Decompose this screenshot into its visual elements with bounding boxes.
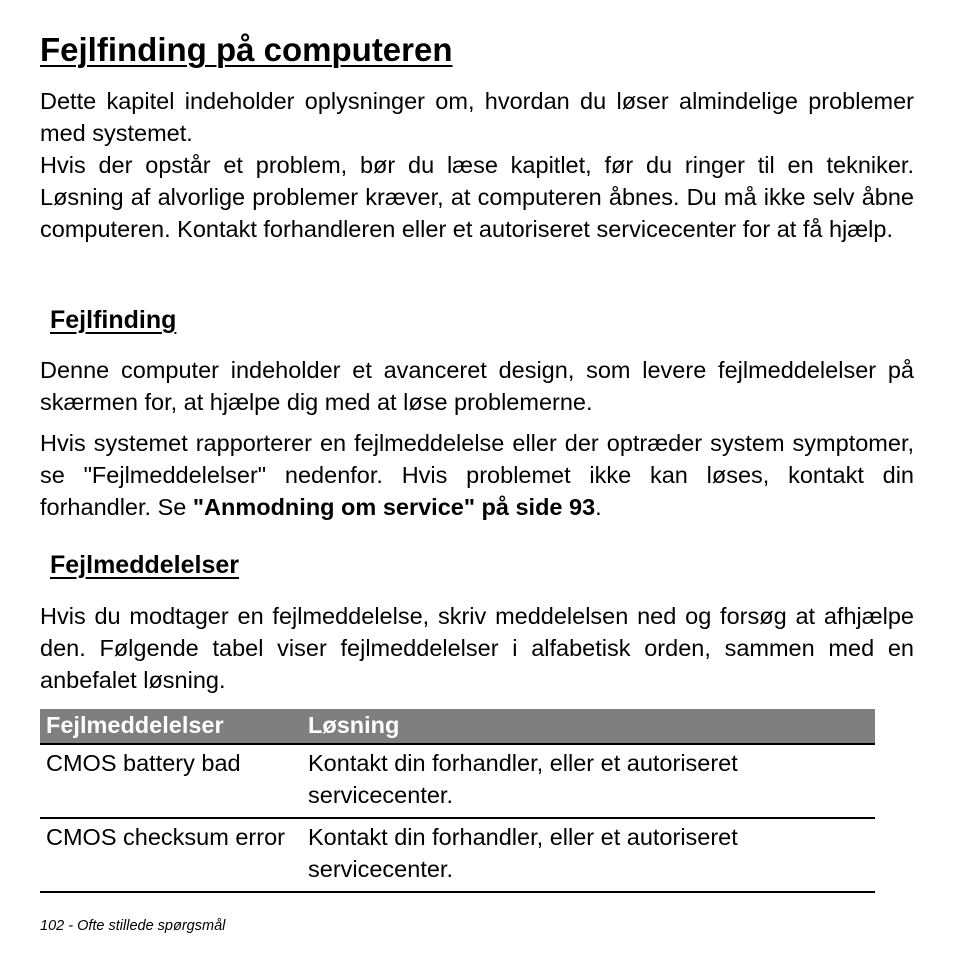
table-cell-error: CMOS battery bad (40, 744, 302, 818)
section2-paragraph-1: Hvis du modtager en fejlmeddelelse, skriv meddelelsen ned og forsøg at afhjælpe den. Følgende tabel viser fejlmeddelelser i alfabetisk orden, sammen med en anbefalet løsning. (40, 603, 914, 693)
section1-paragraph-2 (40, 427, 914, 523)
intro-paragraph-1: Dette kapitel indeholder oplysninger om, hvordan du løser almindelige problemer med systemet. (40, 88, 914, 146)
table-cell-solution: Kontakt din forhandler, eller et autoriseret servicecenter. (302, 818, 875, 892)
table-row (40, 744, 875, 818)
section1-paragraph-2-end: . (595, 494, 602, 520)
section1-paragraph-1: Denne computer indeholder et avanceret design, som levere fejlmeddelelser på skærmen for, at hjælpe dig med at løse problemerne. (40, 357, 914, 415)
intro-paragraph-2: Hvis der opstår et problem, bør du læse kapitlet, før du ringer til en tekniker. Løsning af alvorlige problemer kræver, at computeren åbnes. Du må ikke selv åbne computeren. Kontakt forhandleren eller et autoriseret servicecenter for at få hjælp. (40, 152, 914, 242)
table-cell-solution: Kontakt din forhandler, eller et autoriseret servicecenter. (302, 744, 875, 818)
table-header-row (40, 709, 875, 744)
error-messages-table (40, 709, 875, 893)
table-header-error: Fejlmeddelelser (40, 709, 302, 744)
service-reference-link[interactable]: "Anmodning om service" på side 93 (192, 494, 596, 520)
section-heading-fejlmeddelelser: Fejlmeddelelser (50, 551, 239, 579)
table-cell-error: CMOS checksum error (40, 818, 302, 892)
section-heading-fejlfinding: Fejlfinding (50, 306, 177, 334)
page-footer: 102 - Ofte stillede spørgsmål (40, 918, 226, 934)
section1-paragraph-2-text: Hvis systemet rapporterer en fejlmeddelelse eller der optræder system symptomer, se "Fejlmeddelelser" nedenfor. Hvis problemet ikke kan løses, kontakt din forhandler. Se (40, 430, 914, 520)
table-header-solution: Løsning (302, 709, 875, 744)
table-row (40, 818, 875, 892)
page-title: Fejlfinding på computeren (40, 31, 453, 68)
